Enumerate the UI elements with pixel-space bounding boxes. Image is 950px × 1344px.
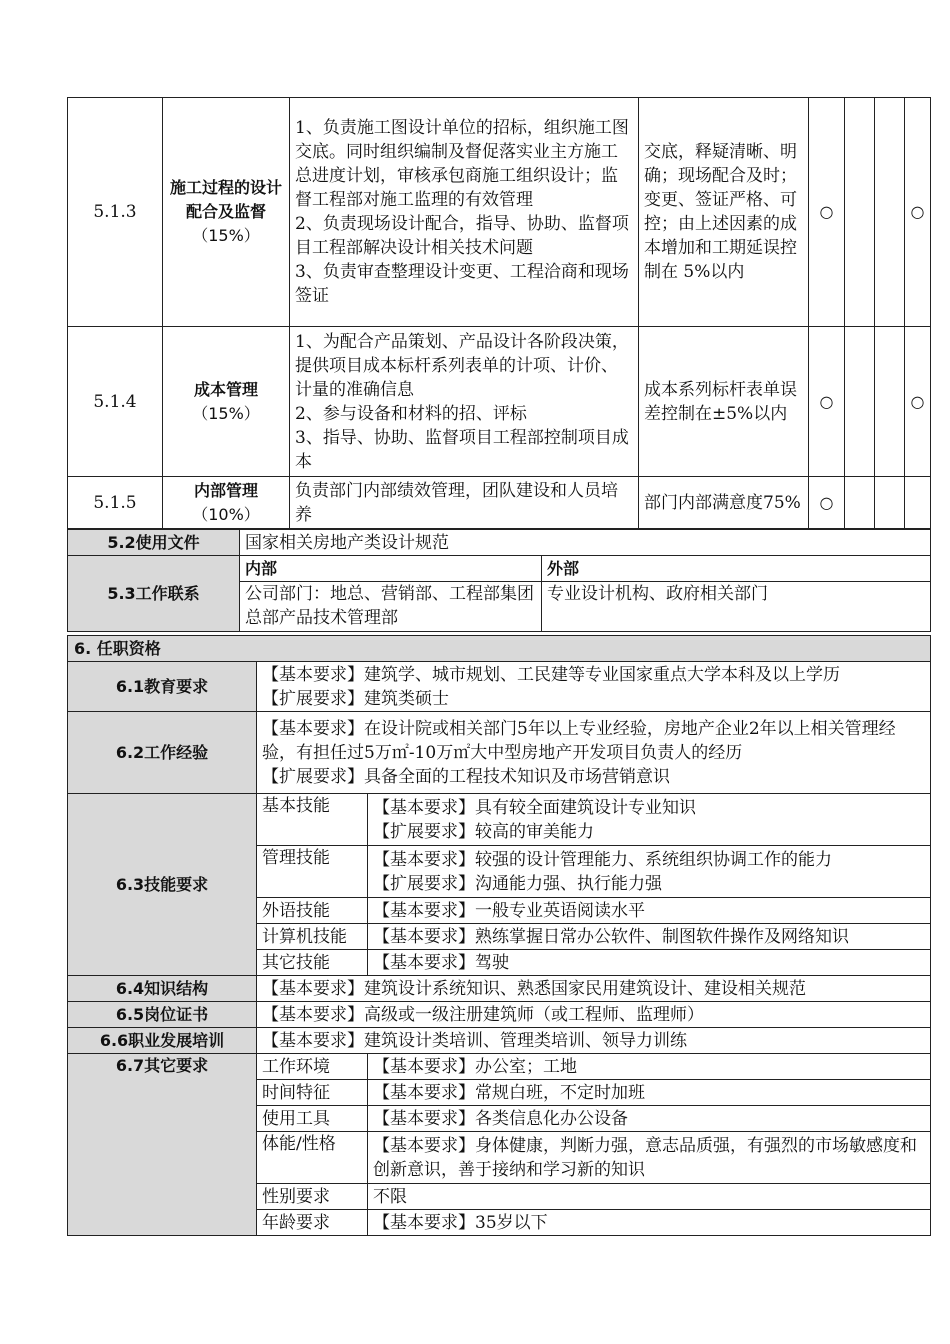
skill-row — [68, 794, 931, 846]
duty-mark: ○ — [905, 98, 931, 327]
docs-value: 国家相关房地产类设计规范 — [240, 530, 931, 556]
duty-weight: （15%） — [192, 226, 260, 245]
other-name: 性别要求 — [257, 1184, 368, 1210]
duty-title-text: 施工过程的设计配合及监督 — [169, 178, 282, 221]
qualifications-title: 6. 任职资格 — [68, 636, 931, 662]
other-name: 年龄要求 — [257, 1210, 368, 1236]
qualifications-title-row — [68, 636, 931, 662]
duty-mark: ○ — [809, 477, 845, 529]
training-text: 【基本要求】建筑设计类培训、管理类培训、领导力训练 — [257, 1028, 931, 1054]
experience-row — [68, 712, 931, 794]
contacts-header-row — [68, 556, 931, 582]
other-name: 时间特征 — [257, 1080, 368, 1106]
duty-content: 1、负责施工图设计单位的招标，组织施工图交底。同时组织编制及督促落实业主方施工总进度计划，审核承包商施工组织设计；监督工程部对施工监理的有效管理 2、负责现场设计配合，指导、协助、监督项目工程部解决设计相关技术问题 3、负责审查整理设计变更、工程洽商和现场签证 — [290, 98, 639, 327]
empty-cell — [875, 327, 905, 477]
education-row — [68, 662, 931, 712]
experience-text: 【基本要求】在设计院或相关部门5年以上专业经验，房地产企业2年以上相关管理经验，有担任过5万㎡-10万㎡大中型房地产开发项目负责人的经历 【扩展要求】具备全面的工程技术知识及市场营销意识 — [257, 712, 931, 794]
duty-row — [68, 327, 931, 477]
duty-title — [163, 327, 290, 477]
duty-content: 负责部门内部绩效管理，团队建设和人员培养 — [290, 477, 639, 529]
skill-text: 【基本要求】具有较全面建筑设计专业知识 【扩展要求】较高的审美能力 — [368, 794, 931, 846]
other-text: 不限 — [368, 1184, 931, 1210]
empty-cell — [875, 98, 905, 327]
experience-label: 6.2工作经验 — [68, 712, 257, 794]
other-text: 【基本要求】办公室；工地 — [368, 1054, 931, 1080]
duty-standard: 部门内部满意度75% — [639, 477, 809, 529]
qualifications-table — [67, 635, 931, 1236]
duty-title — [163, 477, 290, 529]
certificate-text: 【基本要求】高级或一级注册建筑师（或工程师、监理师） — [257, 1002, 931, 1028]
training-label: 6.6职业发展培训 — [68, 1028, 257, 1054]
duty-number: 5.1.4 — [68, 327, 163, 477]
skill-name: 外语技能 — [257, 898, 368, 924]
training-row — [68, 1028, 931, 1054]
internal-header: 内部 — [240, 556, 542, 582]
skill-text: 【基本要求】驾驶 — [368, 950, 931, 976]
duty-number: 5.1.3 — [68, 98, 163, 327]
duty-weight: （10%） — [192, 504, 260, 524]
certificate-label: 6.5岗位证书 — [68, 1002, 257, 1028]
other-text: 【基本要求】常规白班，不定时加班 — [368, 1080, 931, 1106]
empty-cell — [845, 477, 875, 529]
docs-label: 5.2使用文件 — [68, 530, 240, 556]
contacts-label: 5.3工作联系 — [68, 556, 240, 632]
duty-row — [68, 477, 931, 529]
duty-mark: ○ — [809, 98, 845, 327]
knowledge-row — [68, 976, 931, 1002]
skill-name: 计算机技能 — [257, 924, 368, 950]
duty-content: 1、为配合产品策划、产品设计各阶段决策，提供项目成本标杆系列表单的计项、计价、计量的准确信息 2、参与设备和材料的招、评标 3、指导、协助、监督项目工程部控制项目成本 — [290, 327, 639, 477]
skills-label: 6.3技能要求 — [68, 794, 257, 976]
duty-title — [163, 98, 290, 327]
duty-mark: ○ — [809, 327, 845, 477]
other-text: 【基本要求】各类信息化办公设备 — [368, 1106, 931, 1132]
duty-standard: 成本系列标杆表单误差控制在±5%以内 — [639, 327, 809, 477]
docs-contacts-table — [67, 529, 931, 632]
empty-cell — [875, 477, 905, 529]
empty-cell — [845, 327, 875, 477]
docs-row — [68, 530, 931, 556]
duty-mark: ○ — [905, 327, 931, 477]
duty-standard: 交底，释疑清晰、明确；现场配合及时；变更、签证严格、可控；由上述因素的成本增加和工期延误控制在 5%以内 — [639, 98, 809, 327]
knowledge-label: 6.4知识结构 — [68, 976, 257, 1002]
empty-cell — [905, 477, 931, 529]
education-text: 【基本要求】建筑学、城市规划、工民建等专业国家重点大学本科及以上学历 【扩展要求】建筑类硕士 — [257, 662, 931, 712]
other-label: 6.7其它要求 — [68, 1054, 257, 1236]
duty-title-text: 成本管理 — [193, 379, 258, 399]
duty-number: 5.1.5 — [68, 477, 163, 529]
skill-text: 【基本要求】较强的设计管理能力、系统组织协调工作的能力 【扩展要求】沟通能力强、执行能力强 — [368, 846, 931, 898]
other-text: 【基本要求】35岁以下 — [368, 1210, 931, 1236]
duties-table — [67, 97, 931, 529]
internal-contacts: 公司部门：地总、营销部、工程部集团总部产品技术管理部 — [240, 582, 542, 632]
duty-title-text: 内部管理 — [193, 480, 258, 500]
skill-name: 其它技能 — [257, 950, 368, 976]
skill-name: 基本技能 — [257, 794, 368, 846]
other-name: 工作环境 — [257, 1054, 368, 1080]
duty-weight: （15%） — [192, 403, 260, 423]
skill-text: 【基本要求】熟练掌握日常办公软件、制图软件操作及网络知识 — [368, 924, 931, 950]
knowledge-text: 【基本要求】建筑设计系统知识、熟悉国家民用建筑设计、建设相关规范 — [257, 976, 931, 1002]
duty-row — [68, 98, 931, 327]
other-name: 体能/性格 — [257, 1132, 368, 1184]
external-contacts: 专业设计机构、政府相关部门 — [542, 582, 931, 632]
skill-name: 管理技能 — [257, 846, 368, 898]
external-header: 外部 — [542, 556, 931, 582]
skill-text: 【基本要求】一般专业英语阅读水平 — [368, 898, 931, 924]
education-label: 6.1教育要求 — [68, 662, 257, 712]
empty-cell — [845, 98, 875, 327]
other-row — [68, 1054, 931, 1080]
other-text: 【基本要求】身体健康，判断力强，意志品质强，有强烈的市场敏感度和创新意识，善于接纳和学习新的知识 — [368, 1132, 931, 1184]
certificate-row — [68, 1002, 931, 1028]
other-name: 使用工具 — [257, 1106, 368, 1132]
